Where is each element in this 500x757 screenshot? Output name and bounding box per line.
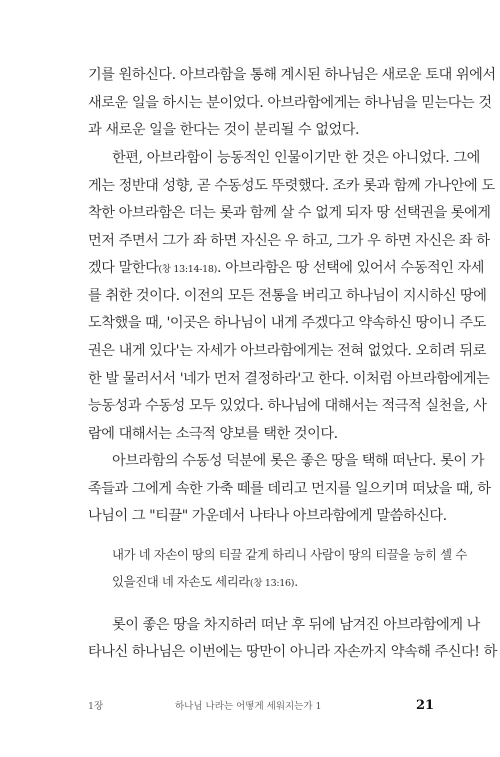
body-text-line: 아브라함의 수동성 덕분에 롯은 좋은 땅을 택해 떠난다. 롯이 가	[112, 453, 484, 469]
body-text-line: 를 취한 것이다. 이전의 모든 전통을 버리고 하나님이 지시하신 땅에	[88, 288, 487, 304]
body-text-line: 롯이 좋은 땅을 차지하러 떠난 후 뒤에 남겨진 아브라함에게 나	[112, 617, 480, 633]
quote-line: 내가 네 자손이 땅의 티끌 같게 하리니 사람이 땅의 티끌을 능히 셀 수	[112, 547, 467, 562]
body-text-line: 나님이 그 "티끌" 가운데서 나타나 아브라함에게 말씀하신다.	[88, 508, 447, 524]
body-text: 겠다 말한다	[88, 260, 159, 276]
body-text-line: 게는 정반대 성향, 곧 수동성도 뚜렷했다. 조카 롯과 함께 가나안에 도	[88, 178, 495, 194]
body-text-line: 족들과 그에게 속한 가축 떼를 데리고 먼지를 일으키며 떠났을 때, 하	[88, 481, 491, 497]
body-text-line: 한편, 아브라함이 능동적인 인물이기만 한 것은 아니었다. 그에	[112, 150, 480, 166]
quote-text: 있을진대 네 자손도 세리라	[112, 574, 250, 589]
body-text-line: 한 발 물러서서 '네가 먼저 결정하라'고 한다. 이처럼 아브라함에게는	[88, 371, 490, 387]
footer-book-title: 하나님 나라는 어떻게 세워지는가 1	[175, 701, 322, 712]
body-text-line: 먼저 주면서 그가 좌 하면 자신은 우 하고, 그가 우 하면 자신은 좌 하	[88, 233, 490, 249]
body-text-line: 착한 아브라함은 더는 롯과 함께 살 수 없게 되자 땅 선택권을 롯에게	[88, 205, 491, 221]
body-text-line: 기를 원하신다. 아브라함을 통해 계시된 하나님은 새로운 토대 위에서	[88, 67, 496, 83]
quote-line	[112, 573, 417, 593]
scripture-reference: (창 13:16)	[249, 578, 295, 589]
body-text-line: 능동성과 수동성 모두 있었다. 하나님에 대해서는 적극적 실천을, 사	[88, 398, 487, 414]
body-text-line: 타나신 하나님은 이번에는 땅만이 아니라 자손까지 약속해 주신다! 하	[88, 644, 497, 660]
body-text-line: 새로운 일을 하시는 분이었다. 아브라함에게는 하나님을 믿는다는 것	[88, 95, 492, 111]
scripture-reference: (창 13:14-18)	[158, 264, 218, 275]
body-text-line: 과 새로운 일을 한다는 것이 분리될 수 없었다.	[88, 122, 360, 138]
footer-chapter: 1장	[88, 701, 104, 712]
page-number: 21	[416, 698, 435, 713]
body-text-line: 권은 내게 있다'는 자세가 아브라함에게는 전혀 없었다. 오히려 뒤로	[88, 343, 486, 359]
body-text: . 아브라함은 땅 선택에 있어서 수동적인 자세	[217, 260, 485, 276]
quote-text: .	[294, 574, 298, 589]
body-text-line: 람에 대해서는 소극적 양보를 택한 것이다.	[88, 426, 338, 442]
body-text-line	[88, 258, 485, 280]
body-text-line: 도착했을 때, '이곳은 하나님이 내게 주겠다고 약속하신 땅이니 주도	[88, 315, 486, 331]
